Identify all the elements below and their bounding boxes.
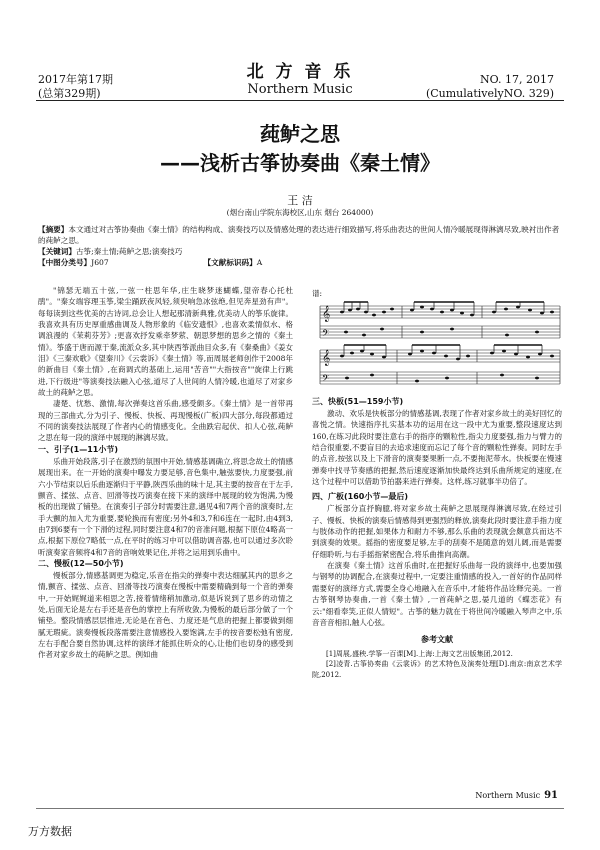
doc-code: A — [256, 258, 263, 267]
keywords — [38, 246, 561, 257]
abstract-block — [38, 224, 561, 268]
database-watermark: 万方数据 — [28, 825, 72, 838]
abstract-label: 【摘要】 — [38, 225, 69, 234]
issue-info-en — [426, 73, 554, 101]
svg-text:𝄞: 𝄞 — [322, 350, 331, 366]
page-number: 91 — [544, 790, 558, 801]
paragraph-section-2: 慢板部分,情感基调更为稳定,乐音在指尖的弹奏中表达细腻其内的思乡之情,颤音、揉弦、点音、回滑等技巧演奏在慢板中需要精确到每一个音的弹奏中,一开始娓娓道来相思之苦,接着情绪稍加激动,似是诉说到了思乡的动情之处,后面无论是左右手还是音色的掌控上有所收敛,为慢板的最后部分做了一个铺垫。整段情感层层推进,无论是在音色、力度还是气息的把握上都要做到细腻无瑕疵。演奏慢板段落需要注意情感投入要饱满,左手的按音要松弛有密度,左右手配合要自然协调,这样的演绎才能抓住听众的心,让他们也切身的感受到作者对家乡故土的莼鲈之思。例如曲 — [38, 570, 293, 660]
doc-code-label: 【文献标识码】 — [203, 258, 257, 267]
issue-no-en: NO. 17, 2017 — [480, 73, 554, 86]
paragraph-overview: 凄楚、忧愁、激情,每次弹奏这首乐曲,感受颇多。《秦土情》是一首带再现的三部曲式,分为引子、慢板、快板、再现慢板(广板)四大部分,每段都通过不同的演奏技法展现了作者内心的情感变化。全曲跌宕起伏、扣人心弦,莼鲈之思在每一段的演绎中展现的淋漓尽致。 — [38, 399, 293, 443]
keywords-text: 古筝;秦土情;莼鲈之思;演奏技巧 — [75, 247, 183, 256]
section-heading-fast: 三、快板(51—159小节) — [312, 397, 404, 406]
paragraph-section-3: 激动、欢乐是快板部分的情感基调,表现了作者对家乡故土的美好回忆的喜悦之情。快速指序扎实基本功的运用在这一段中尤为重要,整段速度达到160,在练习此段时要注意右手的指序的颗粒性,指尖力度要强,指力与臂力的结合很重要,不要盲目的去追求速度而忘记了每个音的颗粒性弹奏。同时左手的点音,按弦以及上下滑音的演奏要果断一点,不要拖泥带水。快板要在慢速弹奏中找寻节奏感的把握,然后速度逐渐加快最终达到乐曲所规定的速度,在这个过程中可以借助节拍器来进行弹奏。这样,练习就事半功倍了。 — [312, 409, 562, 487]
svg-text:𝄢: 𝄢 — [322, 373, 330, 386]
class-label: 【中图分类号】 — [38, 258, 92, 267]
issue-cumulative: (CumulativelyNO. 329) — [425, 87, 554, 100]
issue-total: (总第329期) — [38, 87, 101, 100]
page-footer — [475, 790, 558, 801]
paragraph-intro: "锦瑟无端五十弦,一弦一柱思年华,庄生晓梦迷蝴蝶,望帝春心托杜鹃"。"秦女端容理玉筝,梁尘踊跃夜风轻,须臾响急冰弦绝,但见奔星劲有声"。每每读到这些优美的古诗词,总会让人想起那清新典雅,优美动人的筝乐旋律。我喜欢具有历史厚重感曲调及人物形象的《临安遗恨》,也喜欢柔情似水、格调浪漫的《茉莉芬芳》;更喜欢抒发乘牵梦萦、朝思梦想的思乡之情的《秦土情》。筝盛于唐而源于秦,流派众多,其中陕西筝派曲目众多,有《秦桑曲》《姜女泪》《三秦欢歌》《望秦川》《云裳诉》《秦土情》等,而周展老师创作于2008年的新曲目《秦土情》,在商调式的基础上,运用"苦音""大指按音""旋律上行跳进,下行级进"等演奏技法融入心弦,道尽了人世间的人情冷暖,也道尽了对家乡故土的莼鲈之思。 — [38, 286, 293, 398]
body-right-column-top — [312, 288, 562, 299]
abstract — [38, 224, 561, 246]
footer-journal: Northern Music — [475, 791, 541, 800]
svg-text:𝄞: 𝄞 — [322, 306, 331, 322]
staff-system-2 — [320, 350, 560, 384]
references-heading: 参考文献 — [421, 635, 453, 645]
score-notes — [322, 306, 554, 386]
paragraph-section-1: 乐曲开始段落,引子在激烈的氛围中开始,情感基调确立,将思念故土的情感展现出来。在一开始的演奏中曝发力要足够,音色集中,触弦要快,力度要强,前六小节结束以后乐曲逐渐归于平静,陕西乐曲的味十足,其主要的按音在于左手,颤音、揉弦、点音、回滑等技巧演奏在接下来的演绎中展现的较为饱满,为慢板的出现做了铺垫。在演奏引子部分时需要注意,遇见4和7两个音的演奏时,左手大颤的加入尤为重要,要轮换而有密度;另外4和3,7和6连在一起时,由4到3,由7到6要有一个下滑的过程,同时要注意4和7的音准问题,根据下原位4略高一点,根据下原位7略低一点,在平时的练习中可以借助调音器,也可以通过多次聆听演奏家音频将4和7音的音响效果记住,并将之运用到乐曲中。 — [38, 456, 293, 557]
paragraph-conclusion: 在演奏《秦土情》这首乐曲时,在把握好乐曲每一段的演绎中,也要加强与钢琴的协调配合,在演奏过程中,一定要注重情感的投入,一首好的作品同样需要好的演绎方式,需要全身心地融入在音乐中,才能将作品诠释完美。一首古筝钢琴协奏曲,一首《秦土情》,一首莼鲈之思,晏几道的《蝶恋花》有云:"细看奉笑,正似人情短"。古筝的魅力就在于将世间冷暖融入琴声之中,乐音音音相扣,触人心弦。 — [312, 561, 562, 627]
section-heading-broad: 四、广板(160小节—最后) — [312, 492, 409, 502]
journal-title-en: Northern Music — [247, 82, 353, 97]
author-affiliation: (烟台南山学院东海校区,山东 烟台 264000) — [226, 208, 374, 217]
body-left-column — [38, 285, 293, 661]
footer-divider — [36, 808, 564, 809]
score-intro-text: 谱: — [312, 289, 323, 298]
abstract-text: 本文通过对古筝协奏曲《秦土情》的结构构成、演奏技巧以及情感处理的表达进行细致描写,将乐曲表达的世间人情冷暖展现得淋漓尽致,映衬出作者的莼鲈之思。 — [38, 225, 560, 245]
issue-number: 2017年第17期 — [38, 73, 113, 86]
paragraph-section-4: 广板部分直抒胸臆,将对家乡故土莼鲈之思展现得淋漓尽致,在经过引子、慢板、快板的演奏后情感得到更强烈的释放,演奏此段时要注意手指力度与肢体动作的把握,如果体力和耐力不够,那么乐曲的表现就会颇意兵而达不到演奏的效果。摇指的密度要足够,左手的刮奏不是随意的划儿阔,而是需要仔细聆听,与右手摇指紧密配合,将乐曲推向高潮。 — [312, 504, 562, 559]
staff-system-1 — [320, 306, 560, 338]
classification — [38, 257, 561, 268]
author-name: 王 洁 — [287, 194, 313, 207]
class-number: J607 — [91, 258, 109, 267]
reference-item: [1]周展,盛秧.学筝一百课[M].上海:上海文艺出版集团,2012. — [326, 649, 513, 658]
body-right-column — [312, 396, 562, 680]
reference-item: [2]凌青.古筝协奏曲《云裳诉》的艺术特色及演奏处理[D].南京:南京艺术学院,2012. — [312, 660, 562, 679]
journal-title-cn: 北 方 音 乐 — [246, 62, 354, 82]
section-heading-slow: 二、慢板(12—50小节) — [38, 558, 124, 568]
music-score-image — [312, 300, 562, 392]
article-title: 莼鲈之思 — [260, 122, 340, 146]
section-heading-intro: 一、引子(1—11小节) — [38, 444, 119, 454]
header-divider — [36, 100, 564, 101]
svg-text:𝄢: 𝄢 — [322, 328, 330, 341]
keywords-label: 【关键词】 — [38, 247, 76, 256]
article-subtitle: ——浅析古筝协奏曲《秦土情》 — [160, 151, 440, 175]
